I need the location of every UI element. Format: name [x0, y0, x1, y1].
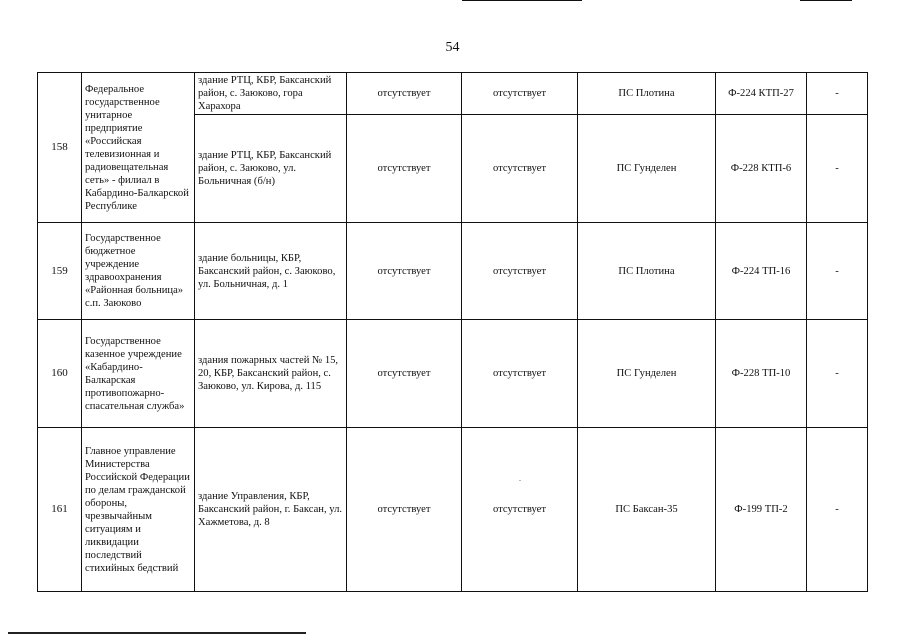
note-cell: -: [807, 73, 868, 115]
status-cell-2: отсутствует: [462, 223, 578, 320]
top-rule-right: [800, 0, 852, 1]
note-cell: -: [807, 320, 868, 428]
substation-cell: ПС Плотина: [578, 223, 716, 320]
footnote-rule: [8, 632, 306, 634]
status-cell-1: отсутствует: [347, 115, 462, 223]
table-row: [38, 320, 868, 428]
substation-cell: ПС Плотина: [578, 73, 716, 115]
status-cell-2: отсутствует: [462, 73, 578, 115]
scan-speck: [519, 480, 521, 481]
status-cell-1: отсутствует: [347, 428, 462, 592]
note-cell: -: [807, 428, 868, 592]
address-cell: здание РТЦ, КБР, Баксанский район, с. Заюково, гора Харахора: [195, 73, 347, 115]
address-cell: здания пожарных частей № 15, 20, КБР, Баксанский район, с. Заюково, ул. Кирова, д. 115: [195, 320, 347, 428]
note-cell: -: [807, 223, 868, 320]
facilities-table: [37, 72, 868, 592]
organization-cell: Государственное бюджетное учреждение здравоохранения «Районная больница» с.п. Заюково: [82, 223, 195, 320]
substation-cell: ПС Гунделен: [578, 320, 716, 428]
address-cell: здание Управления, КБР, Баксанский район, г. Баксан, ул. Хажметова, д. 8: [195, 428, 347, 592]
substation-cell: ПС Баксан-35: [578, 428, 716, 592]
feeder-cell: Ф-228 ТП-10: [716, 320, 807, 428]
feeder-cell: Ф-199 ТП-2: [716, 428, 807, 592]
feeder-cell: Ф-224 КТП-27: [716, 73, 807, 115]
row-number: 158: [38, 73, 82, 223]
status-cell-1: отсутствует: [347, 320, 462, 428]
status-cell-1: отсутствует: [347, 223, 462, 320]
table-row: [38, 73, 868, 115]
organization-cell: Государственное казенное учреждение «Кабардино-Балкарская противопожарно-спасательная служба»: [82, 320, 195, 428]
organization-cell: Федеральное государственное унитарное предприятие «Российская телевизионная и радиовещательная сеть» - филиал в Кабардино-Балкарской Республике: [82, 73, 195, 223]
feeder-cell: Ф-224 ТП-16: [716, 223, 807, 320]
address-cell: здание больницы, КБР, Баксанский район, с. Заюково, ул. Больничная, д. 1: [195, 223, 347, 320]
status-cell-1: отсутствует: [347, 73, 462, 115]
substation-cell: ПС Гунделен: [578, 115, 716, 223]
status-cell-2: отсутствует: [462, 115, 578, 223]
feeder-cell: Ф-228 КТП-6: [716, 115, 807, 223]
note-cell: -: [807, 115, 868, 223]
table-row: [38, 223, 868, 320]
status-cell-2: отсутствует: [462, 320, 578, 428]
address-cell: здание РТЦ, КБР, Баксанский район, с. Заюково, ул. Больничная (б/н): [195, 115, 347, 223]
row-number: 161: [38, 428, 82, 592]
row-number: 159: [38, 223, 82, 320]
table-row: [38, 428, 868, 592]
organization-cell: Главное управление Министерства Российской Федерации по делам гражданской обороны, чрезвычайным ситуациям и ликвидации последствий стихийных бедствий: [82, 428, 195, 592]
row-number: 160: [38, 320, 82, 428]
top-rule-left: [462, 0, 582, 1]
status-cell-2: отсутствует: [462, 428, 578, 592]
page-number: 54: [445, 40, 460, 55]
